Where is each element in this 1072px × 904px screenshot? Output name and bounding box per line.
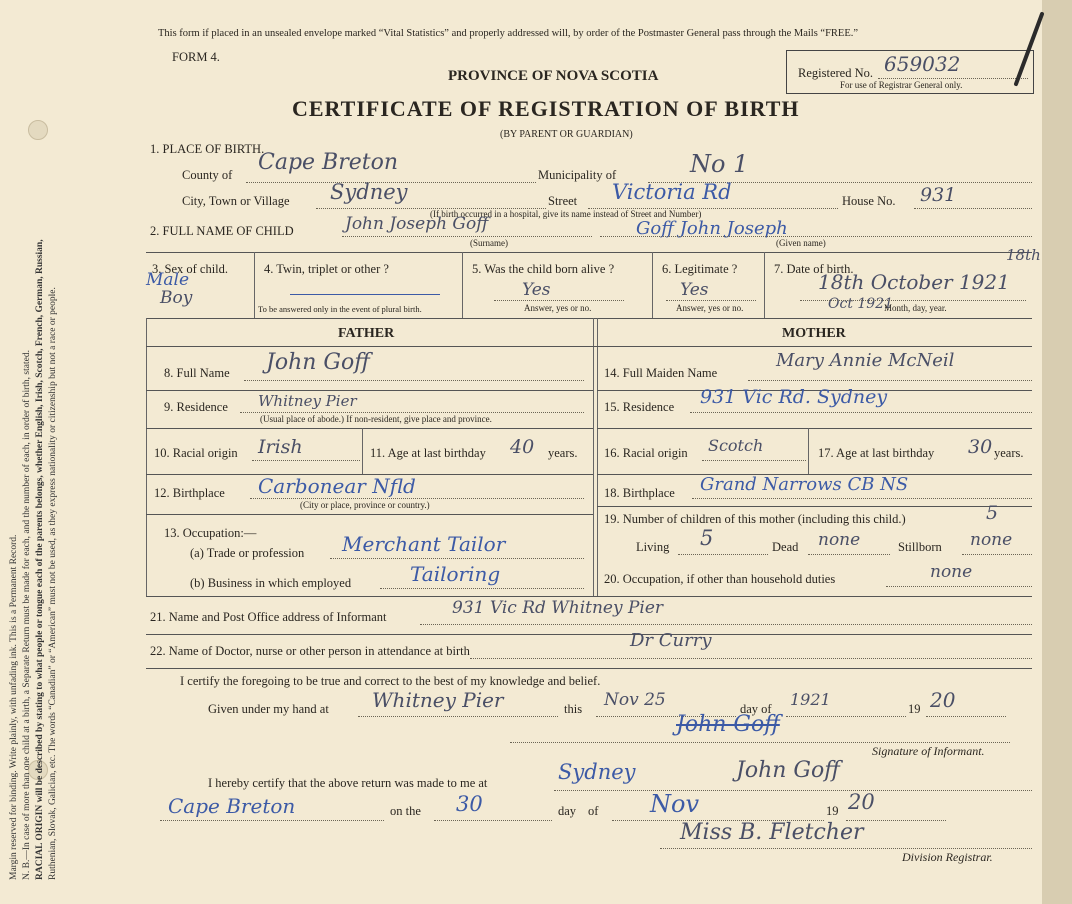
sex-value: Male	[146, 270, 190, 290]
city-value: Sydney	[330, 180, 408, 204]
dead-value: none	[818, 530, 861, 550]
registrar-day: 30	[456, 792, 483, 816]
attendant-label: 22. Name of Doctor, nurse or other person in attendance at birth	[150, 644, 470, 658]
registrar-caption: Division Registrar.	[902, 850, 993, 864]
informant-certify: I certify the foregoing to be true and correct to the best of my knowledge and belief.	[180, 674, 601, 688]
registrar-place: Sydney	[558, 760, 636, 784]
form-number: FORM 4.	[172, 50, 220, 64]
sex-label: 3. Sex of child.	[152, 262, 229, 276]
child-surname: John Joseph Goff	[345, 214, 489, 234]
alive-value: Yes	[522, 280, 551, 300]
municipality-value: No 1	[690, 150, 749, 178]
registrar-year: 20	[848, 790, 875, 814]
father-occupation-label: 13. Occupation:—	[164, 526, 257, 540]
alive-note: Answer, yes or no.	[524, 303, 592, 313]
this-label: this	[564, 702, 583, 716]
informant-signature-caption: Signature of Informant.	[872, 744, 985, 758]
twin-note: To be answered only in the event of plural birth.	[258, 304, 422, 314]
given-name-caption: (Given name)	[776, 238, 826, 248]
registrar-certify: I hereby certify that the above return was made to me at	[208, 776, 488, 790]
registrar-of-label: of	[588, 804, 599, 818]
county-label: County of	[182, 168, 233, 182]
certificate-subtitle: (BY PARENT OR GUARDIAN)	[500, 129, 633, 140]
informant-signature: John Goff	[676, 712, 780, 737]
father-birthplace-note: (City or place, province or country.)	[300, 500, 430, 510]
municipality-label: Municipality of	[538, 168, 617, 182]
mother-age-label: 17. Age at last birthday	[818, 446, 935, 460]
dob-value: 18th October 1921	[818, 270, 1010, 294]
father-trade: Merchant Tailor	[342, 532, 506, 556]
registrar-year-prefix: 19	[826, 804, 839, 818]
mother-birthplace: Grand Narrows CB NS	[700, 474, 909, 495]
registered-number: 659032	[884, 52, 961, 76]
county-value: Cape Breton	[258, 150, 399, 175]
margin-note-line: Ruthenian, Slovak, Galician, etc. The words “Canadian” or “American” must not be used, as they express nationality or citizenship but not a race or people.	[48, 287, 58, 880]
child-given-name: Goff John Joseph	[636, 218, 788, 239]
father-trade-label: (a) Trade or profession	[190, 546, 305, 560]
father-birthplace: Carbonear Nfld	[258, 474, 416, 498]
father-residence: Whitney Pier	[258, 392, 357, 410]
mother-age: 30	[968, 436, 993, 458]
house-value: 931	[920, 184, 957, 206]
father-age-label: 11. Age at last birthday	[370, 446, 486, 460]
margin-note-line: RACIAL ORIGIN will be described by stating to what people or tongue each of the parents belongs, whether English, Irish, Scotch, French, German, Russian,	[35, 239, 45, 880]
mother-birthplace-label: 18. Birthplace	[604, 486, 675, 500]
mother-heading: MOTHER	[782, 326, 846, 341]
postal-notice: This form if placed in an unsealed envelope marked “Vital Statistics” and properly addressed will, by order of the Postmaster General pass through the Mails “FREE.”	[158, 28, 859, 39]
alive-label: 5. Was the child born alive ?	[472, 262, 615, 276]
registrar-informant-signature: John Goff	[736, 758, 840, 783]
living-value: 5	[700, 526, 714, 550]
father-race: Irish	[258, 436, 303, 458]
province-heading: PROVINCE OF NOVA SCOTIA	[448, 68, 659, 84]
father-residence-label: 9. Residence	[164, 400, 228, 414]
father-race-label: 10. Racial origin	[154, 446, 238, 460]
mother-name-label: 14. Full Maiden Name	[604, 366, 718, 380]
registrar-use-note: For use of Registrar General only.	[840, 80, 963, 90]
city-label: City, Town or Village	[182, 194, 290, 208]
dead-label: Dead	[772, 540, 799, 554]
father-residence-note: (Usual place of abode.) If non-resident, give place and province.	[260, 414, 492, 424]
mother-race-label: 16. Racial origin	[604, 446, 688, 460]
mother-occupation: none	[930, 562, 973, 582]
dob-note: Month, day, year.	[884, 303, 947, 313]
mother-residence: 931 Vic Rd. Sydney	[700, 386, 888, 408]
street-value: Victoria Rd	[612, 180, 732, 204]
given-place: Whitney Pier	[372, 688, 504, 712]
day-of-label: day of	[740, 702, 772, 716]
informant-address: 931 Vic Rd Whitney Pier	[452, 598, 664, 618]
twin-label: 4. Twin, triplet or other ?	[264, 262, 389, 276]
registrar-day-label: day	[558, 804, 577, 818]
given-month: 1921	[790, 690, 831, 709]
father-age: 40	[510, 436, 535, 458]
child-name-label: 2. FULL NAME OF CHILD	[150, 224, 294, 238]
dob-alt: Oct 1921	[828, 296, 894, 312]
father-birthplace-label: 12. Birthplace	[154, 486, 225, 500]
given-under-label: Given under my hand at	[208, 702, 329, 716]
father-name: John Goff	[266, 350, 370, 375]
legitimate-note: Answer, yes or no.	[676, 303, 744, 313]
margin-notes	[8, 20, 136, 890]
hospital-note: (If birth occurred in a hospital, give its name instead of Street and Number)	[430, 209, 702, 219]
given-year: 20	[930, 688, 956, 712]
dob-day: 18th	[1006, 246, 1041, 264]
dob-label: 7. Date of birth.	[774, 262, 854, 276]
margin-note-line: N. B.—In case of more than one child at a birth, a Separate Return must be made for each, and the number of each, in order of birth, stated.	[22, 350, 32, 880]
pen-check-mark	[1008, 10, 1048, 90]
attendant-value: Dr Curry	[630, 630, 712, 651]
father-years: years.	[548, 446, 578, 460]
mother-residence-label: 15. Residence	[604, 400, 675, 414]
informant-label: 21. Name and Post Office address of Informant	[150, 610, 387, 624]
registered-label: Registered No.	[798, 66, 873, 80]
living-label: Living	[636, 540, 670, 554]
father-heading: FATHER	[338, 326, 395, 341]
given-date: Nov 25	[604, 690, 666, 710]
surname-caption: (Surname)	[470, 238, 508, 248]
place-of-birth-heading: 1. PLACE OF BIRTH.	[150, 142, 265, 156]
mother-name: Mary Annie McNeil	[776, 350, 955, 371]
mother-children-label: 19. Number of children of this mother (including this child.)	[604, 512, 906, 526]
mother-children: 5	[986, 502, 999, 524]
mother-years: years.	[994, 446, 1024, 460]
father-name-label: 8. Full Name	[164, 366, 230, 380]
certificate-title: CERTIFICATE OF REGISTRATION OF BIRTH	[292, 96, 800, 121]
page-edge	[1042, 0, 1072, 904]
sex-value-alt: Boy	[160, 288, 193, 308]
stillborn-label: Stillborn	[898, 540, 942, 554]
registrar-county: Cape Breton	[168, 794, 296, 818]
margin-note-line: Margin reserved for binding. Write plainly, with unfading ink. This is a Permanent Record.	[9, 534, 19, 880]
street-label: Street	[548, 194, 578, 208]
legitimate-label: 6. Legitimate ?	[662, 262, 738, 276]
registrar-month: Nov	[650, 790, 700, 818]
year-prefix: 19	[908, 702, 921, 716]
mother-race: Scotch	[708, 436, 764, 455]
on-the-label: on the	[390, 804, 421, 818]
mother-occupation-label: 20. Occupation, if other than household duties	[604, 572, 836, 586]
stillborn-value: none	[970, 530, 1013, 550]
legitimate-value: Yes	[680, 280, 709, 300]
father-business: Tailoring	[410, 562, 501, 586]
father-business-label: (b) Business in which employed	[190, 576, 352, 590]
registrar-signature: Miss B. Fletcher	[680, 820, 864, 845]
house-label: House No.	[842, 194, 896, 208]
